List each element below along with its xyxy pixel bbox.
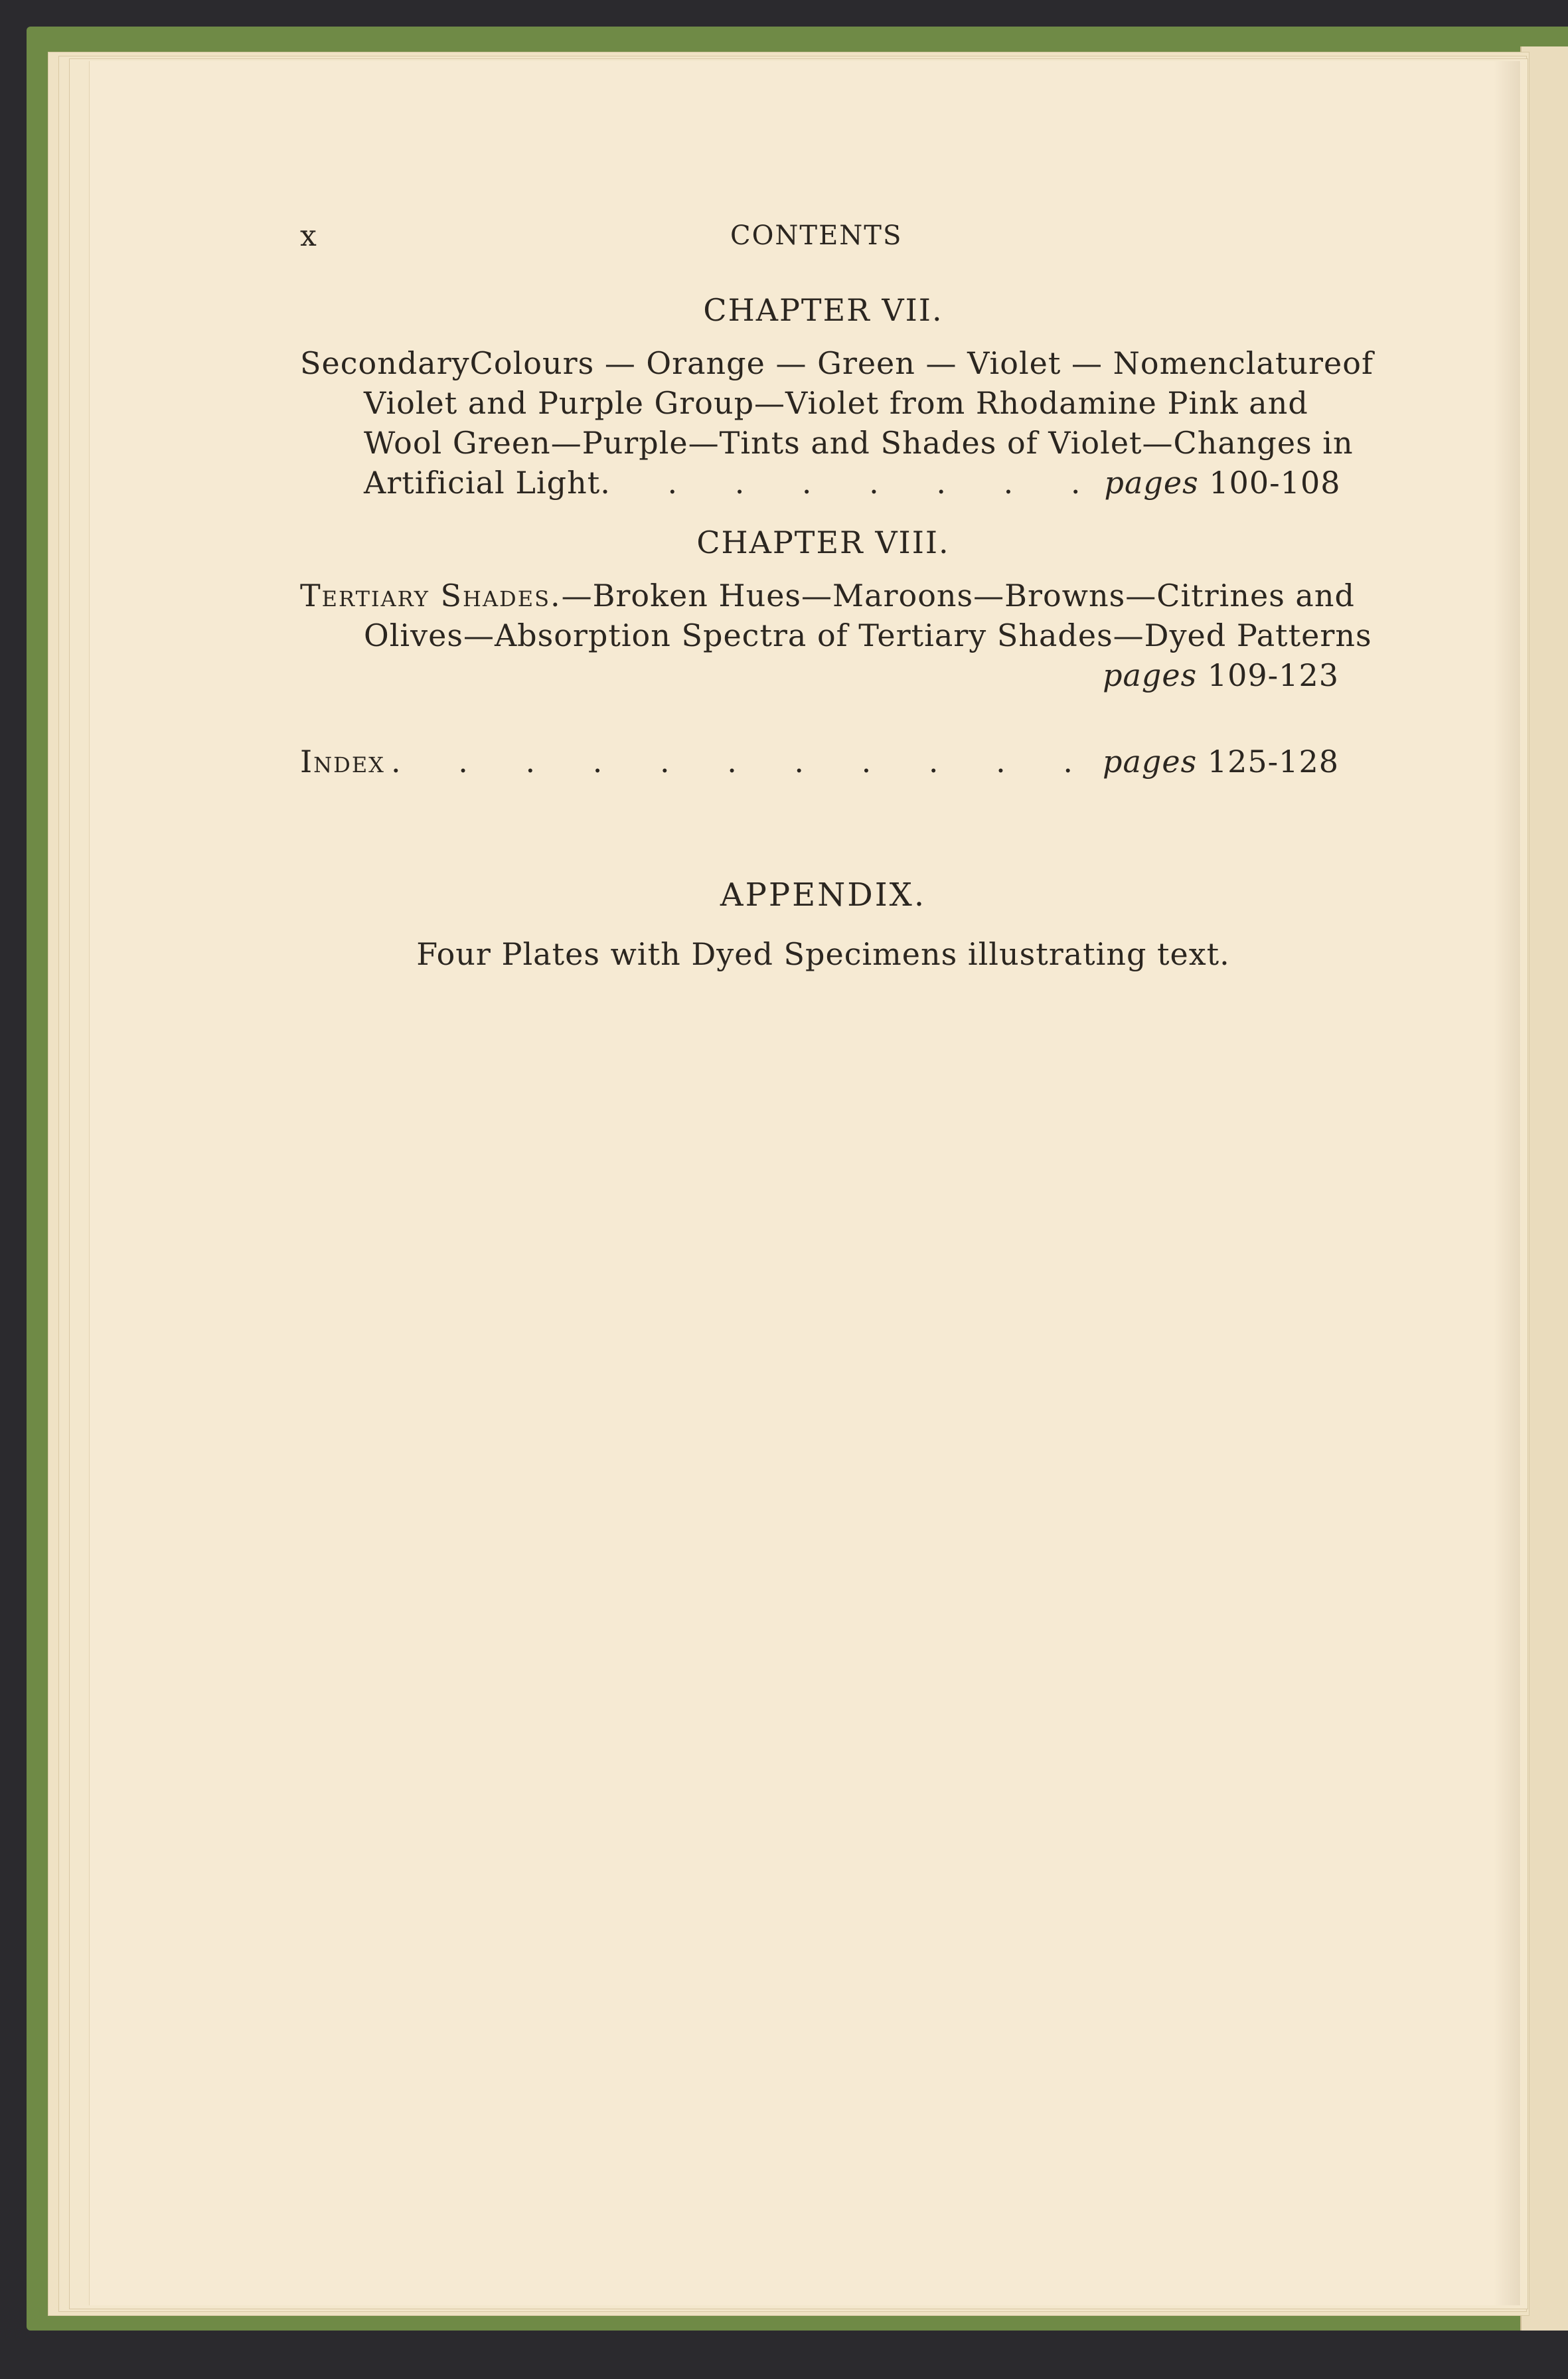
chapter-7-line-1-word-1: Secondary [300, 345, 470, 381]
chapter-7-line-2 [364, 385, 1339, 421]
chapter-8-line-2 [364, 617, 1372, 653]
chapter-7-line-1 [300, 345, 1374, 381]
chapter-8-line-2-text: Olives—Absorption Spectra of Tertiary Shades—Dyed Patterns [364, 617, 1372, 653]
index-pages-label: pages [1103, 744, 1198, 779]
chapter-7-pages [1105, 465, 1341, 501]
index-label: Index [300, 744, 385, 779]
page-gutter-shadow [1494, 61, 1520, 2305]
appendix-text: Four Plates with Dyed Specimens illustrating text. [416, 936, 1230, 972]
chapter-8-lead-title: Tertiary Shades. [300, 578, 562, 614]
chapter-8-pages-label: pages [1103, 657, 1198, 693]
index-pages [1103, 744, 1339, 779]
chapter-7-line-1-word-2: Colours — Orange — Green — Violet — Nomenclature [469, 345, 1343, 381]
chapter-7-line-2-text: Violet and Purple Group—Violet from Rhodamine Pink and [364, 385, 1308, 421]
chapter-7-pages-label: pages [1104, 465, 1199, 501]
chapter-7-pages-range: 100-108 [1209, 465, 1341, 501]
chapter-8-pages-range: 109-123 [1207, 657, 1339, 693]
chapter-7-leader-dots: . . . . . . . . [600, 465, 1105, 501]
chapter-7-heading: CHAPTER VII. [703, 292, 943, 328]
chapter-8-heading: CHAPTER VIII. [696, 525, 950, 560]
index-entry [300, 744, 1339, 779]
chapter-8-pages [300, 657, 1339, 693]
appendix-heading: APPENDIX. [720, 876, 927, 914]
index-leader-dots: . . . . . . . . . . . [390, 744, 1097, 779]
chapter-8-line-1 [300, 578, 1355, 614]
chapter-7-line-3 [364, 425, 1354, 461]
page-number: x [300, 219, 317, 253]
chapter-8-line-1-text: —Broken Hues—Maroons—Browns—Citrines and [561, 578, 1355, 614]
index-pages-range: 125-128 [1207, 744, 1339, 779]
chapter-7-line-4 [364, 465, 1339, 501]
chapter-7-line-4-text: Artificial Light [364, 465, 601, 501]
chapter-7-line-1-word-3: of [1342, 345, 1374, 381]
running-title: CONTENTS [730, 220, 903, 251]
chapter-7-line-3-text: Wool Green—Purple—Tints and Shades of Violet—Changes in [364, 425, 1354, 461]
